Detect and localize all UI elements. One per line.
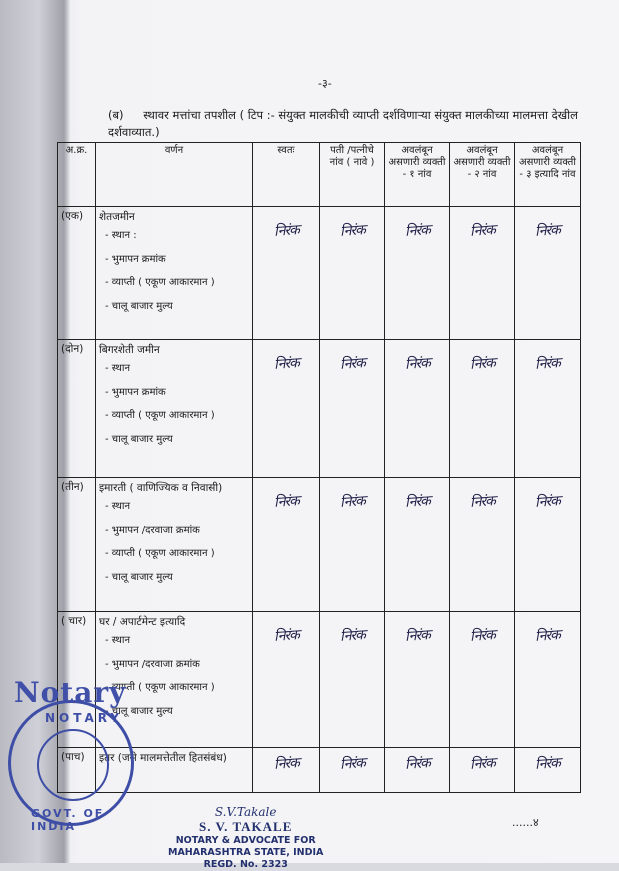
row-item: - भुमापन क्रमांक [105,385,249,409]
cell-dependent-2 [450,748,515,793]
cell-spouse [320,207,385,340]
header-description: वर्णन [96,143,253,207]
cell-self [253,340,320,478]
row-item: - व्याप्ती ( एकूण आकारमान ) [105,546,249,570]
handwritten-entry: निरंक [339,493,366,511]
continuation-mark: ......४ [512,816,539,829]
notary-name: S. V. TAKALE [198,819,293,834]
handwritten-entry: निरंक [469,755,496,773]
table-row [58,340,581,478]
row-title: घर / अपार्टमेन्ट इत्यादि [99,616,186,628]
row-title: इतर (जसे मालमत्तेतील हितसंबंध) [99,752,227,764]
handwritten-entry: निरंक [404,222,431,240]
header-dependent-2: अवलंबून असणारी व्यक्ती - २ नांव [450,143,515,207]
row-description [96,207,253,340]
cell-spouse [320,340,385,478]
handwritten-entry: निरंक [534,355,561,373]
assets-table [57,142,581,793]
notary-state-line: MAHARASHTRA STATE, INDIA [168,847,324,858]
header-dependent-1: अवलंबून असणारी व्यक्ती - १ नांव [385,143,450,207]
handwritten-entry: निरंक [273,222,300,240]
handwritten-entry: निरंक [273,493,300,511]
header-serial: अ.क्र. [58,143,96,207]
cell-self [253,207,320,340]
section-marker: (ब) [108,108,124,122]
table-row [58,612,581,748]
handwritten-entry: निरंक [469,355,496,373]
handwritten-entry: निरंक [469,493,496,511]
cell-dependent-1 [385,340,450,478]
cell-dependent-2 [450,207,515,340]
handwritten-entry: निरंक [534,755,561,773]
handwritten-entry: निरंक [404,627,431,645]
cell-self [253,478,320,612]
cell-spouse [320,478,385,612]
handwritten-entry: निरंक [273,755,300,773]
row-item: - स्थान : [105,228,249,252]
handwritten-entry: निरंक [273,355,300,373]
row-item: - स्थान [105,361,249,385]
cell-spouse [320,748,385,793]
notary-seal-bottom-text: GOVT. OF INDIA [31,807,105,833]
notary-seal-inner-ring [37,729,109,801]
cell-spouse [320,612,385,748]
notary-title-line: NOTARY & ADVOCATE FOR [175,835,316,846]
row-item: - व्याप्ती ( एकूण आकारमान ) [105,680,249,704]
handwritten-entry: निरंक [404,493,431,511]
handwritten-entry: निरंक [404,755,431,773]
row-title: बिगरशेती जमीन [99,344,160,356]
cell-self [253,748,320,793]
table-row [58,478,581,612]
header-row [58,143,581,207]
handwritten-entry: निरंक [534,493,561,511]
table-row [58,207,581,340]
handwritten-entry: निरंक [339,627,366,645]
cell-dependent-3 [515,340,581,478]
row-item: - व्याप्ती ( एकूण आकारमान ) [105,275,249,299]
cell-dependent-1 [385,207,450,340]
row-serial: ( चार) [58,612,96,748]
handwritten-entry: निरंक [339,355,366,373]
cell-dependent-3 [515,207,581,340]
notary-signature: S.V.Takale [214,805,277,819]
cell-dependent-1 [385,748,450,793]
section-title: स्थावर मत्तांचा तपशील ( टिप :- संयुक्त मालकीची व्याप्ती दर्शविणाऱ्या संयुक्त मालकीच्या मालमत्ता देखील दर्शवाव्यात.) [108,108,578,139]
handwritten-entry: निरंक [404,355,431,373]
row-title: शेतजमीन [99,211,135,223]
header-spouse: पती /पत्नीचे नांव ( नावे ) [320,143,385,207]
notary-seal [8,700,134,833]
row-item: - भुमापन /दरवाजा क्रमांक [105,523,249,547]
handwritten-entry: निरंक [534,627,561,645]
section-heading [108,107,578,141]
cell-dependent-3 [515,748,581,793]
row-serial: (दोन) [58,340,96,478]
handwritten-entry: निरंक [339,222,366,240]
row-item: - स्थान [105,633,249,657]
row-serial: (पाच) [58,748,96,793]
row-title: इमारती ( वाणिज्यिक व निवासी) [99,482,223,494]
row-description [96,478,253,612]
handwritten-entry: निरंक [469,222,496,240]
cell-dependent-1 [385,478,450,612]
handwritten-entry: निरंक [534,222,561,240]
cell-dependent-2 [450,340,515,478]
cell-dependent-1 [385,612,450,748]
cell-self [253,612,320,748]
row-item: - व्याप्ती ( एकूण आकारमान ) [105,408,249,432]
row-item: - चालू बाजार मुल्य [105,299,249,323]
cell-dependent-2 [450,478,515,612]
row-item: - भुमापन /दरवाजा क्रमांक [105,657,249,681]
handwritten-entry: निरंक [273,627,300,645]
row-item: - चालू बाजार मुल्य [105,704,249,728]
notary-stamp-word: Notary [14,676,127,709]
row-description [96,340,253,478]
row-serial: (एक) [58,207,96,340]
row-item: - स्थान [105,499,249,523]
notary-seal-top-text: NOTARY [45,711,124,725]
handwritten-entry: निरंक [469,627,496,645]
notary-signature-block [168,805,323,871]
header-self: स्वतः [253,143,320,207]
table-row [58,748,581,793]
header-dependent-3: अवलंबून असणारी व्यक्ती - ३ इत्यादि नांव [515,143,581,207]
page-number: -३- [318,77,332,90]
row-item: - भुमापन क्रमांक [105,252,249,276]
row-item: - चालू बाजार मुल्य [105,432,249,456]
row-serial: (तीन) [58,478,96,612]
handwritten-entry: निरंक [339,755,366,773]
row-item: - चालू बाजार मुल्य [105,570,249,594]
cell-dependent-3 [515,478,581,612]
cell-dependent-2 [450,612,515,748]
cell-dependent-3 [515,612,581,748]
notary-registration-line: REGD. No. 2323 [203,859,288,870]
